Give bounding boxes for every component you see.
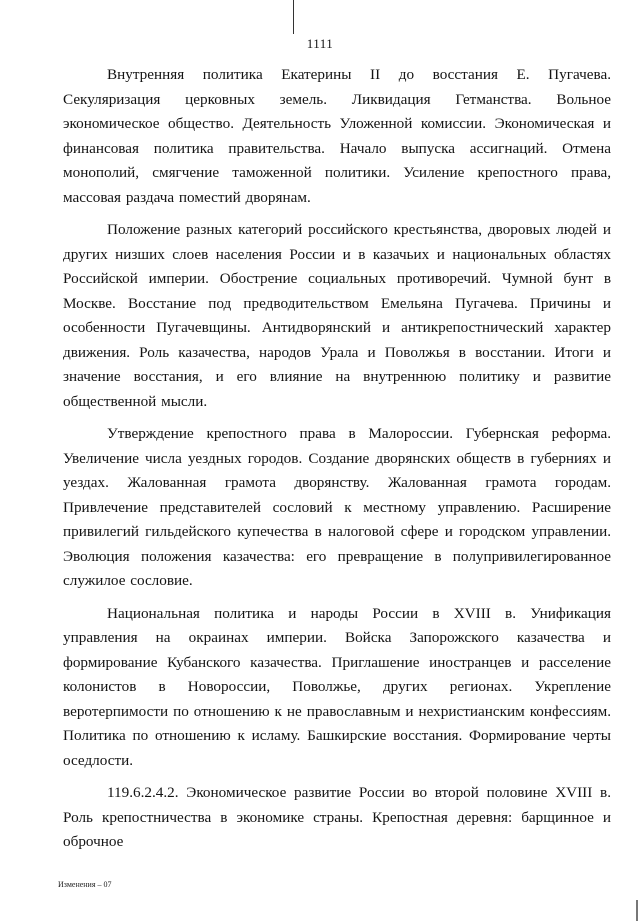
- document-body: [63, 63, 611, 855]
- paragraph-economic-development: 119.6.2.4.2. Экономическое развитие России во второй половине XVIII в. Роль крепостничества в экономике страны. Крепостная деревня: барщинное и оброчное: [63, 784, 611, 850]
- page-number: 1111: [306, 36, 334, 51]
- paragraph-peasantry: Положение разных категорий российского крестьянства, дворовых людей и других низших слоев населения России и в казачьих и национальных областях Российской империи. Обострение социальных противоречий. Чумной бунт в Москве. Восстание под предводительством Емельяна Пугачева. Причины и особенности Пугачевщины. Антидворянский и антикрепостнический характер движения. Роль казачества, народов Урала и Поволжья в восстании. Итоги и значение восстания, и его влияние на внутреннюю политику и развитие общественной мысли.: [63, 221, 611, 410]
- scan-edge-mark: [636, 900, 638, 921]
- paragraph-national-policy: Национальная политика и народы России в XVIII в. Унификация управления на окраинах империи. Войска Запорожского казачества и формирование Кубанского казачества. Приглашение иностранцев и расселение колонистов в Новороссии, Поволжье, других регионах. Укрепление веротерпимости по отношению к не православным и нехристианским конфессиям. Политика по отношению к исламу. Башкирские восстания. Формирование черты оседлости.: [63, 604, 611, 769]
- footer-revision: Изменения – 07: [58, 880, 112, 889]
- paragraph-domestic-policy: Внутренняя политика Екатерины II до восстания Е. Пугачева. Секуляризация церковных земель. Ликвидация Гетманства. Вольное экономическое общество. Деятельность Уложенной комиссии. Экономическая и финансовая политика правительства. Начало выпуска ассигнаций. Отмена монополий, смягчение таможенной политики. Усиление крепостного права, массовая раздача поместий дворянам.: [63, 66, 611, 206]
- paragraph-serfdom-reform: Утверждение крепостного права в Малороссии. Губернская реформа. Увеличение числа уездных городов. Создание дворянских обществ в губерниях и уездах. Жалованная грамота дворянству. Жалованная грамота городам. Привлечение представителей сословий к местному управлению. Расширение привилегий гильдейского купечества в налоговой сфере и городском управлении. Эволюция положения казачества: его превращение в полупривилегированное служилое сословие.: [63, 425, 611, 589]
- top-divider-line: [293, 0, 294, 34]
